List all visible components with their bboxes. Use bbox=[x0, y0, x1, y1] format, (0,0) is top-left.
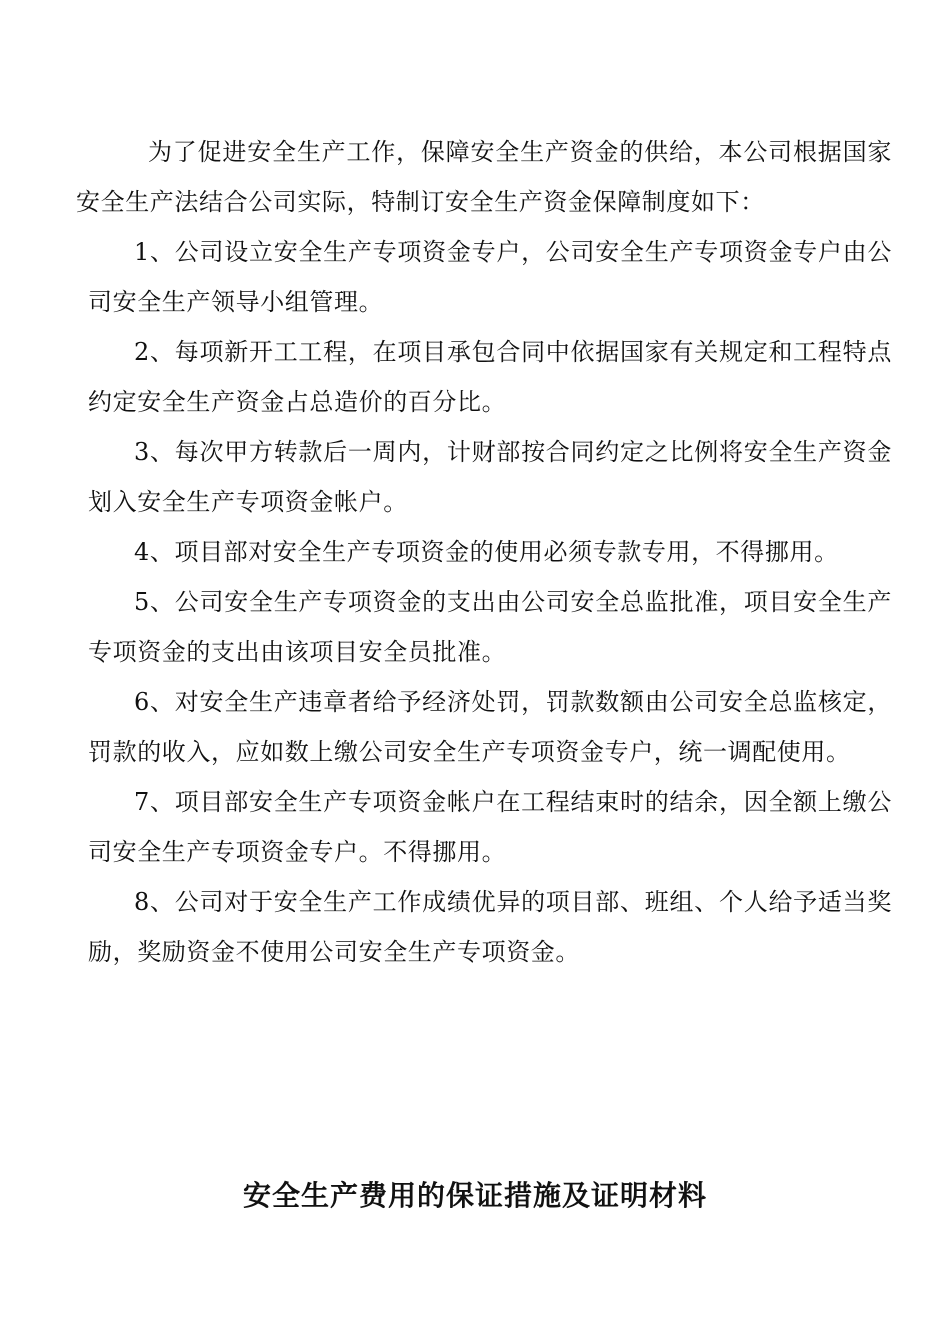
policy-item-7: 7、项目部安全生产专项资金帐户在工程结束时的结余，因全额上缴公司安全生产专项资金专户。不得挪用。 bbox=[88, 788, 892, 866]
policy-item-1: 1、公司设立安全生产专项资金专户，公司安全生产专项资金专户由公司安全生产领导小组管理。 bbox=[88, 238, 892, 316]
intro-paragraph: 为了促进安全生产工作，保障安全生产资金的供给，本公司根据国家安全生产法结合公司实际，特制订安全生产资金保障制度如下： bbox=[76, 138, 892, 216]
policy-item-3: 3、每次甲方转款后一周内，计财部按合同约定之比例将安全生产资金划入安全生产专项资金帐户。 bbox=[88, 438, 892, 516]
policy-item-2: 2、每项新开工工程，在项目承包合同中依据国家有关规定和工程特点约定安全生产资金占总造价的百分比。 bbox=[88, 338, 892, 416]
policy-item-4: 4、项目部对安全生产专项资金的使用必须专款专用，不得挪用。 bbox=[134, 538, 839, 566]
section-title: 安全生产费用的保证措施及证明材料 bbox=[242, 1179, 707, 1212]
policy-item-8: 8、公司对于安全生产工作成绩优异的项目部、班组、个人给予适当奖励，奖励资金不使用公司安全生产专项资金。 bbox=[88, 888, 892, 966]
policy-item-5: 5、公司安全生产专项资金的支出由公司安全总监批准，项目安全生产专项资金的支出由该项目安全员批准。 bbox=[88, 588, 892, 666]
policy-item-6: 6、对安全生产违章者给予经济处罚，罚款数额由公司安全总监核定，罚款的收入，应如数上缴公司安全生产专项资金专户，统一调配使用。 bbox=[88, 688, 892, 766]
